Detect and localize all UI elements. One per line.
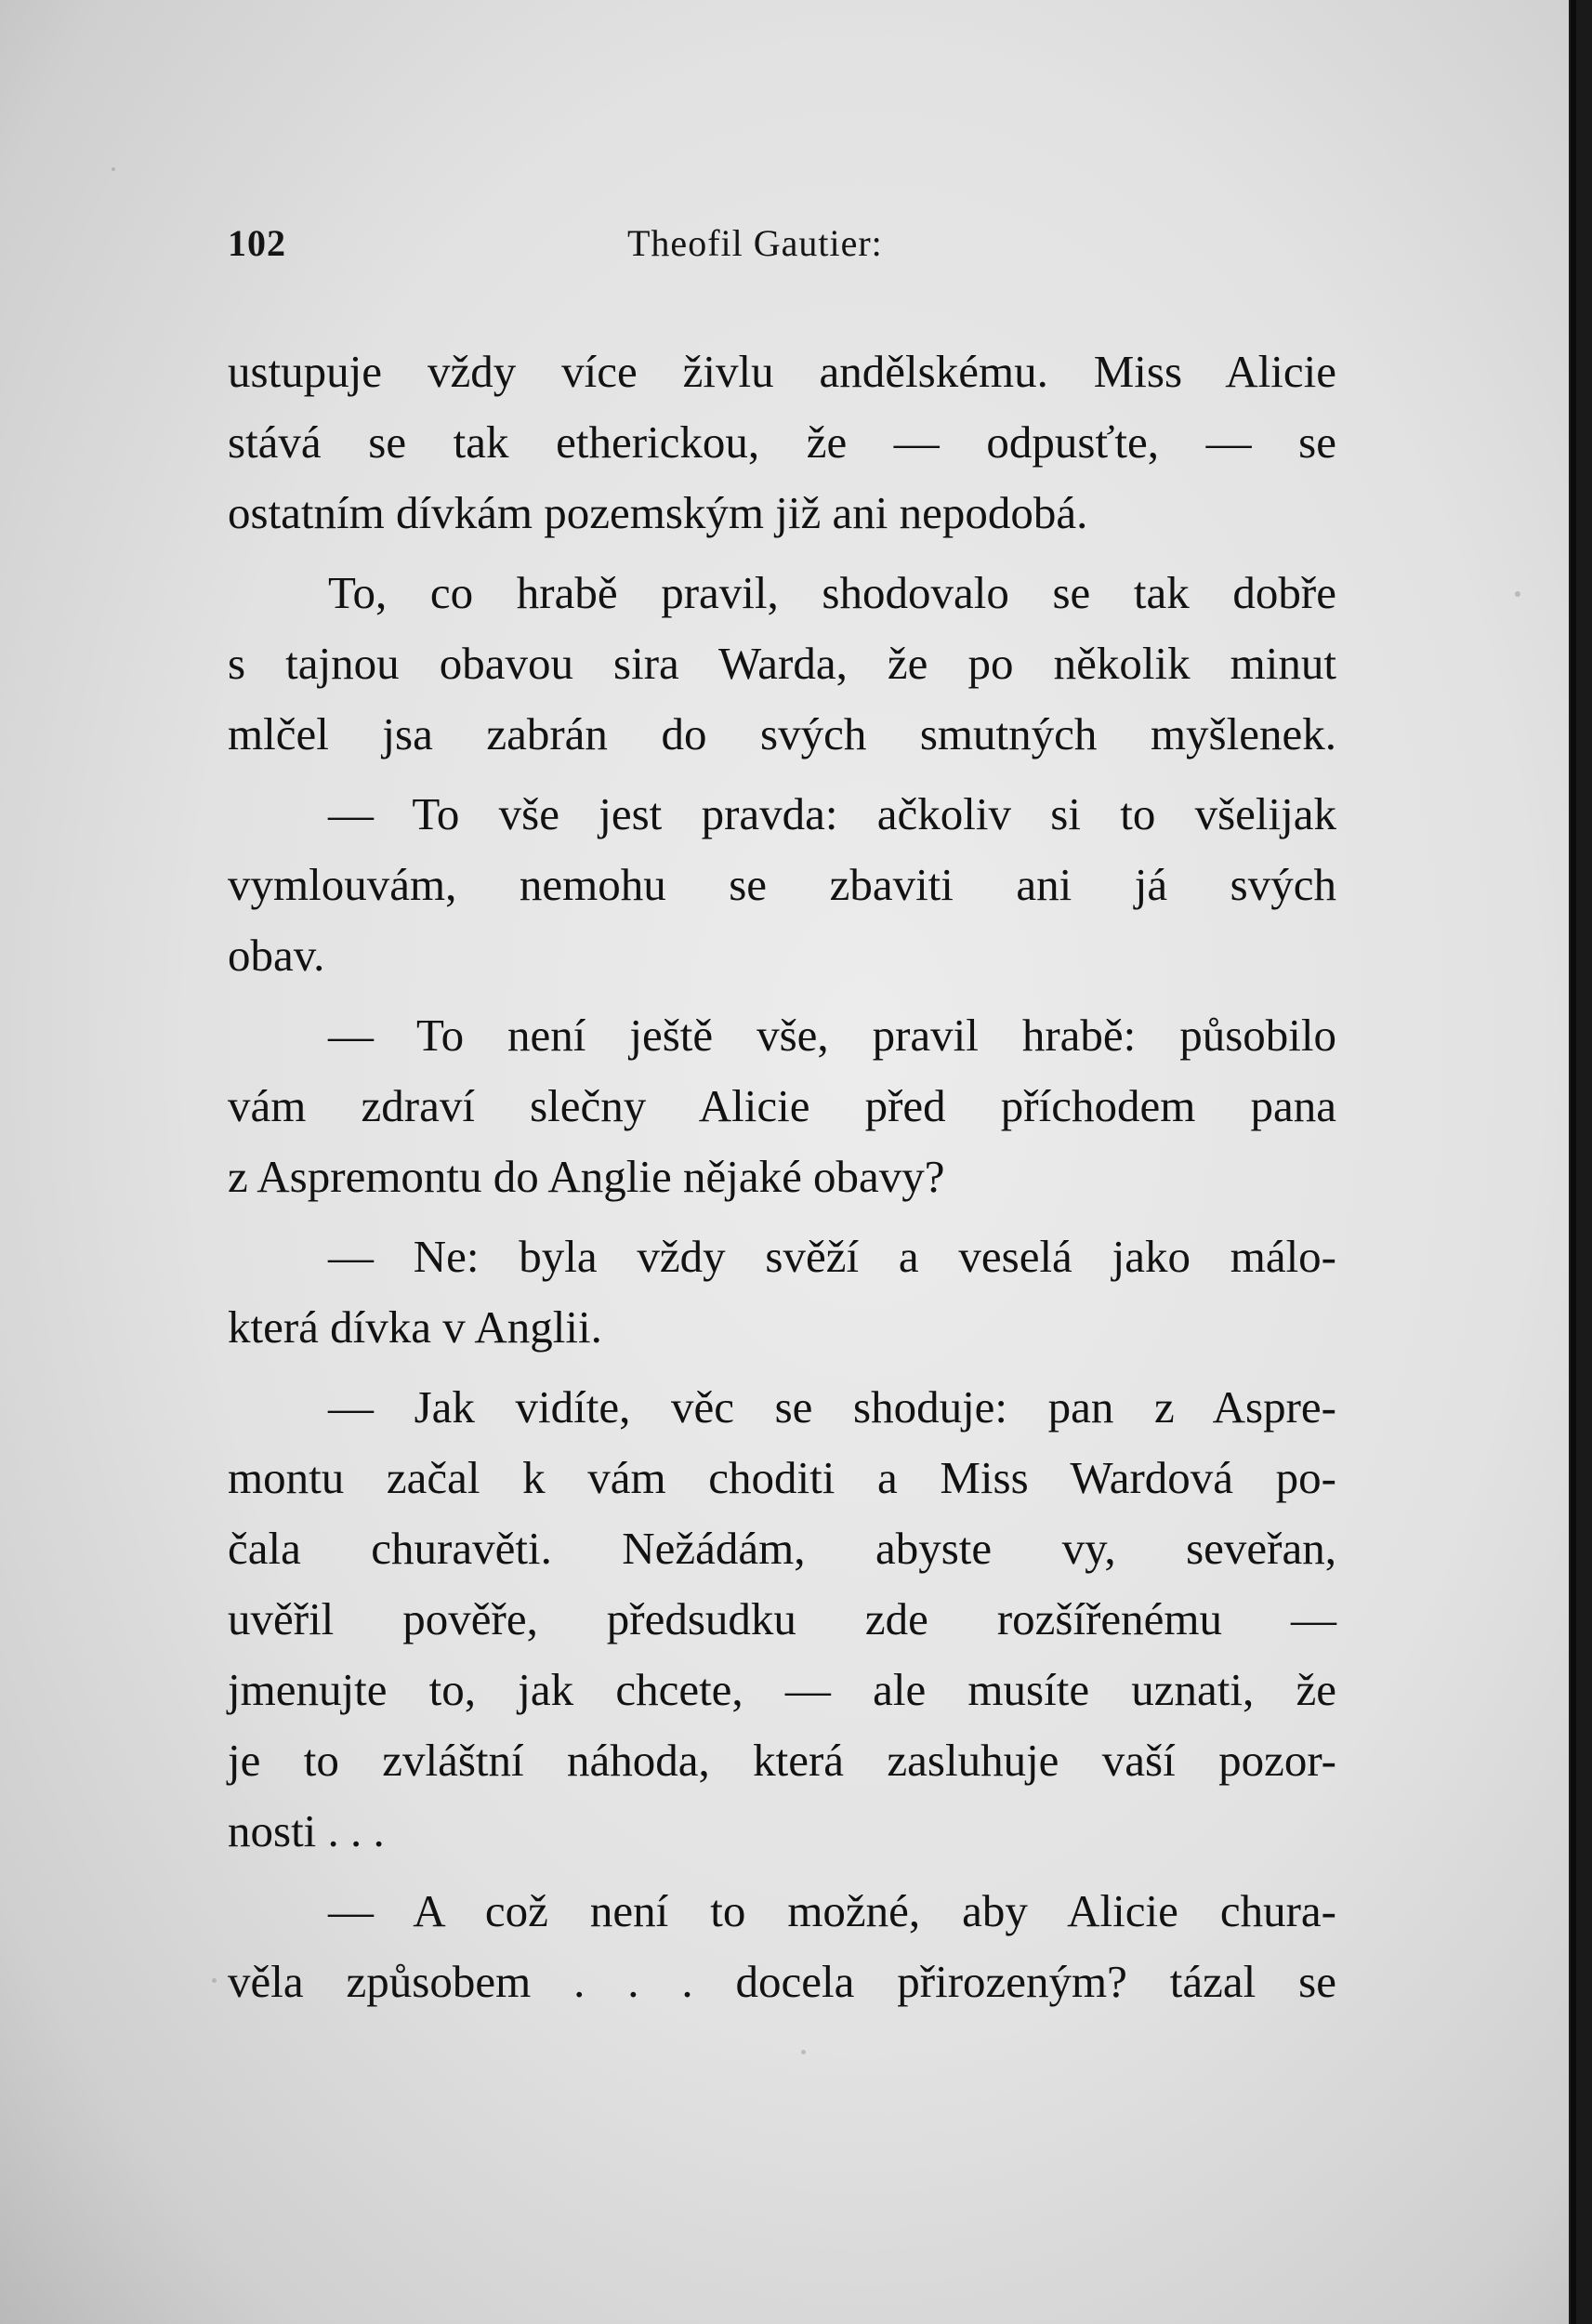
running-title: Theofil Gautier: bbox=[627, 222, 883, 264]
text-line: čala churavěti. Nežádám, abyste vy, seveřan, bbox=[228, 1523, 1336, 1574]
text-line: obav. bbox=[228, 930, 325, 981]
paper-speck bbox=[112, 167, 115, 171]
body-text bbox=[228, 337, 1336, 2017]
text-line: — To vše jest pravda: ačkoliv si to všelijak bbox=[328, 788, 1336, 839]
text-line: — Jak vidíte, věc se shoduje: pan z Aspre- bbox=[328, 1381, 1336, 1433]
text-line: stává se tak etherickou, že — odpusťte, — se bbox=[228, 416, 1336, 468]
text-line: vám zdraví slečny Alicie před příchodem pana bbox=[228, 1080, 1336, 1131]
text-line: — A což není to možné, aby Alicie chura- bbox=[328, 1885, 1336, 1936]
text-line: — Ne: byla vždy svěží a veselá jako málo- bbox=[328, 1231, 1336, 1282]
page-number: 102 bbox=[228, 222, 286, 264]
text-line: která dívka v Anglii. bbox=[228, 1301, 602, 1353]
text-line: nosti . . . bbox=[228, 1805, 385, 1856]
text-line: To, co hrabě pravil, shodovalo se tak dobře bbox=[328, 567, 1336, 618]
text-line: z Aspremontu do Anglie nějaké obavy? bbox=[228, 1151, 945, 1202]
paper-speck bbox=[212, 1978, 217, 1983]
paper-speck bbox=[1515, 591, 1520, 597]
text-line: s tajnou obavou sira Warda, že po několik minut bbox=[228, 638, 1336, 689]
text-line: ostatním dívkám pozemským již ani nepodobá. bbox=[228, 487, 1088, 538]
book-binding-edge bbox=[1569, 0, 1592, 2324]
text-line: věla způsobem . . . docela přirozeným? tázal se bbox=[228, 1956, 1336, 2007]
text-line: uvěřil pověře, předsudku zde rozšířenému — bbox=[228, 1593, 1336, 1644]
running-header bbox=[228, 221, 1343, 268]
text-line: ustupuje vždy více živlu andělskému. Miss Alicie bbox=[228, 346, 1336, 397]
text-line: vymlouvám, nemohu se zbaviti ani já svých bbox=[228, 859, 1336, 910]
text-line: je to zvláštní náhoda, která zasluhuje vaší pozor- bbox=[228, 1735, 1336, 1786]
text-line: — To není ještě vše, pravil hrabě: působilo bbox=[328, 1010, 1336, 1061]
text-line: mlčel jsa zabrán do svých smutných myšlenek. bbox=[228, 708, 1336, 759]
text-line: montu začal k vám choditi a Miss Wardová po- bbox=[228, 1452, 1336, 1503]
text-line: jmenujte to, jak chcete, — ale musíte uznati, že bbox=[228, 1664, 1336, 1715]
paper-speck bbox=[801, 2050, 806, 2054]
